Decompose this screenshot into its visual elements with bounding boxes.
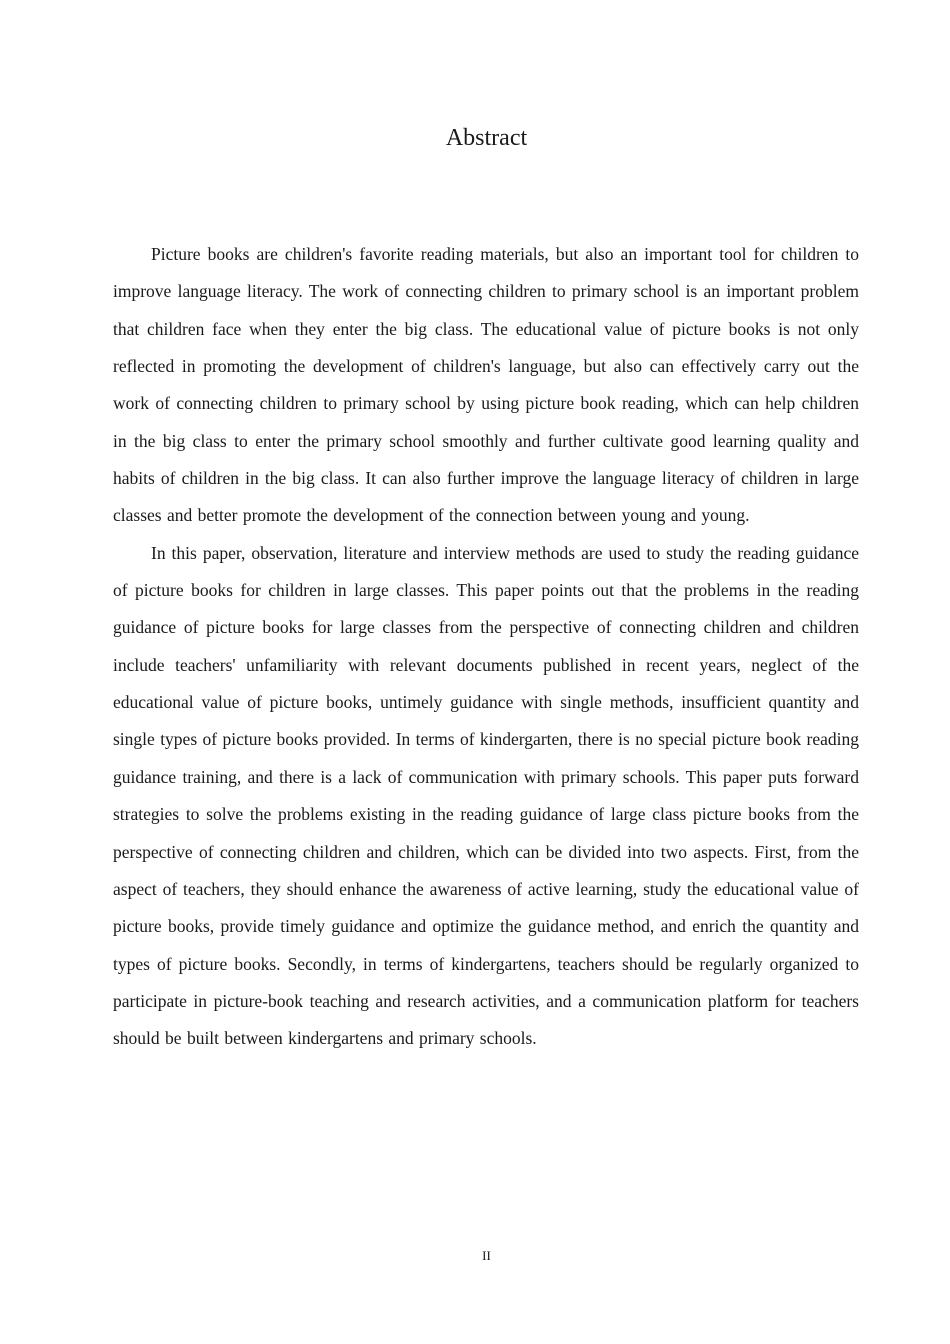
abstract-paragraph-1: Picture books are children's favorite reading materials, but also an important tool for children to improve language literacy. The work of connecting children to primary school is an important problem that children face when they enter the big class. The educational value of picture books is not only reflected in promoting the development of children's language, but also can effectively carry out the work of connecting children to primary school by using picture book reading, which can help children in the big class to enter the primary school smoothly and further cultivate good learning quality and habits of children in the big class. It can also further improve the language literacy of children in large classes and better promote the development of the connection between young and young. (113, 244, 859, 526)
abstract-body (113, 236, 859, 1058)
page-title: Abstract (445, 125, 528, 151)
page-number: II (482, 1248, 491, 1263)
abstract-paragraph-2: In this paper, observation, literature and interview methods are used to study the reading guidance of picture books for children in large classes. This paper points out that the problems in the reading guidance of picture books for large classes from the perspective of connecting children and children include teachers' unfamiliarity with relevant documents published in recent years, neglect of the educational value of picture books, untimely guidance with single methods, insufficient quantity and single types of picture books provided. In terms of kindergarten, there is no special picture book reading guidance training, and there is a lack of communication with primary schools. This paper puts forward strategies to solve the problems existing in the reading guidance of large class picture books from the perspective of connecting children and children, which can be divided into two aspects. First, from the aspect of teachers, they should enhance the awareness of active learning, study the educational value of picture books, provide timely guidance and optimize the guidance method, and enrich the quantity and types of picture books. Secondly, in terms of kindergartens, teachers should be regularly organized to participate in picture-book teaching and research activities, and a communication platform for teachers should be built between kindergartens and primary schools. (113, 542, 859, 1049)
